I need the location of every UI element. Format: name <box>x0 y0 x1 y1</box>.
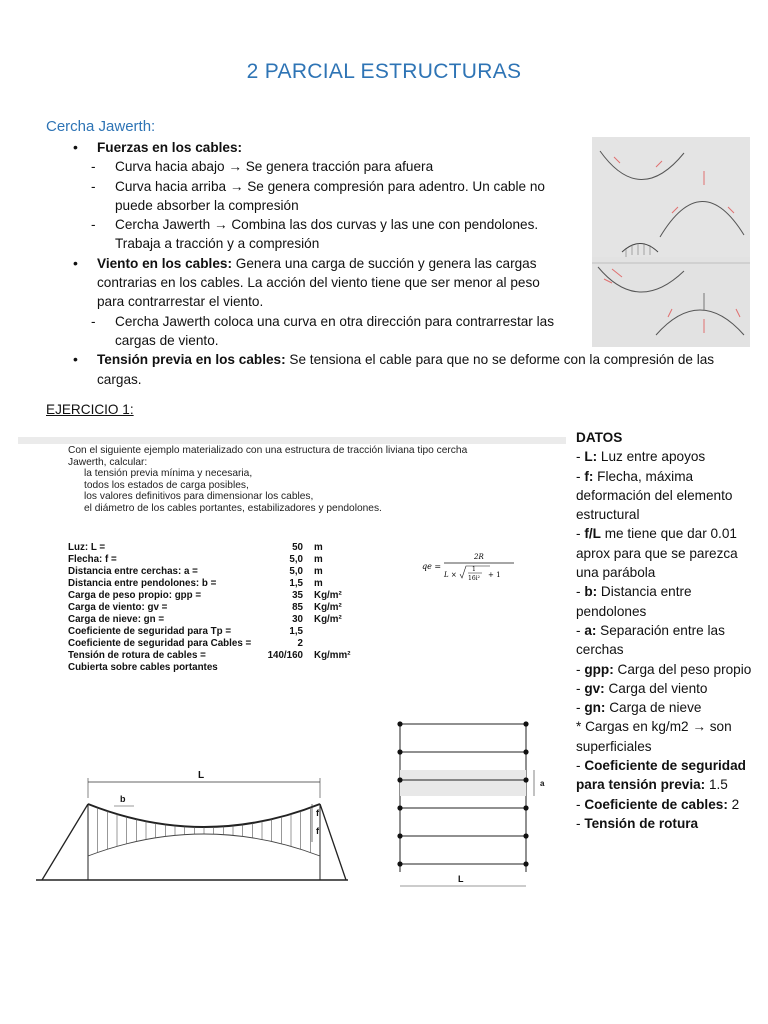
intro-line: Con el siguiente ejemplo materializado con una estructura de tracción liviana tipo cercha <box>68 445 468 456</box>
support-node <box>523 861 528 866</box>
bullet-label: Viento en los cables: <box>97 255 232 271</box>
support-node <box>397 777 402 782</box>
datos-item-text: 1.5 <box>705 777 728 793</box>
datos-item-text: 2 <box>727 796 740 812</box>
datos-item: - Coeficiente de cables: 2 <box>576 796 740 812</box>
intro-line: la tensión previa mínima y necesaria, <box>84 468 253 479</box>
datos-title: DATOS <box>576 430 623 445</box>
intro-line: el diámetro de los cables portantes, estabilizadores y pendolones. <box>84 502 382 514</box>
datos-item: - b: Distancia entre pendolones <box>576 584 692 619</box>
parameter-label: Cubierta sobre cables portantes <box>68 662 218 673</box>
intro-line: los valores definitivos para dimensionar los cables, <box>84 491 314 502</box>
datos-item: - a: Separación entre las cerchas <box>576 622 725 658</box>
exercise-heading: EJERCICIO 1: <box>46 402 134 417</box>
support-node <box>397 833 402 838</box>
datos-item-term: Tensión de rotura <box>584 815 699 831</box>
datos-item-text: Carga de nieve <box>605 700 702 716</box>
span-label: L <box>198 770 205 781</box>
bullet-text: Genera una carga de succión y genera las cargas contrarias en los cables. La acción del viento tiene que ser menor al peso para contrarrestar el viento. <box>97 255 540 310</box>
datos-item-text: Flecha, máxima deformación del elemento estructural <box>576 468 733 523</box>
datos-item-term: Coeficiente de cables: <box>584 796 728 812</box>
support-node <box>397 805 402 810</box>
parameter-unit: m <box>314 542 323 553</box>
parameter-value: 35 <box>292 590 303 601</box>
datos-item-text: Luz entre apoyos <box>597 449 706 465</box>
support-node <box>397 861 402 866</box>
bullet-text: Se tensiona el cable para que no se deforme con la compresión de las cargas. <box>97 352 715 387</box>
intro-line: Jawerth, calcular: <box>68 456 148 468</box>
formula-lhs: qe = <box>422 562 442 571</box>
datos-item-term: f/L <box>584 526 601 542</box>
sketch-drawing <box>592 137 750 265</box>
support-node <box>523 777 528 782</box>
parameter-value: 140/160 <box>267 650 303 661</box>
datos-item: - gv: Carga del viento <box>576 680 708 696</box>
cercha-elevation-diagram <box>30 768 360 888</box>
support-node <box>397 721 402 726</box>
parameter-label: Coeficiente de seguridad para Tp = <box>68 626 232 637</box>
intro-line: todos los estados de carga posibles, <box>84 479 249 491</box>
parameter-label: Coeficiente de seguridad para Cables = <box>68 638 252 649</box>
datos-item-text: Carga del viento <box>604 680 708 696</box>
datos-item-text: me tiene que dar 0.01 aprox para que se parezca una parábola <box>576 526 738 581</box>
datos-item-term: gpp: <box>584 661 614 677</box>
bullet-viento <box>46 254 557 312</box>
parameter-label: Carga de nieve: gn = <box>68 614 165 625</box>
datos-items-2 <box>576 756 756 833</box>
parameter-unit: Kg/m² <box>314 602 342 613</box>
parameter-unit: m <box>314 554 323 565</box>
plan-span-label: L <box>458 874 464 884</box>
support-node <box>397 749 402 754</box>
datos-item-term: gv: <box>584 680 605 696</box>
sag-label-top: f <box>316 808 319 818</box>
formula-sqrt-num: 1 <box>472 566 476 573</box>
parameter-value: 1,5 <box>289 626 303 637</box>
datos-item: - gpp: Carga del peso propio <box>576 661 752 677</box>
sag-label-bottom: f <box>316 826 319 836</box>
parameter-value: 50 <box>292 542 303 553</box>
datos-item-term: a: <box>584 622 597 638</box>
datos-item-term: L: <box>584 449 598 465</box>
sub-item: - Curva hacia arriba → Se genera compresión para adentro. Un cable no puede absorber la compresión <box>46 177 555 216</box>
exercise-intro <box>68 445 467 514</box>
parameter-unit: Kg/m² <box>314 590 342 601</box>
section-heading: Cercha Jawerth: <box>46 118 156 135</box>
datos-note: * Cargas en kg/m2 → son superficiales <box>576 719 732 754</box>
scan-border <box>18 437 566 444</box>
formula-den: L × <box>444 571 457 579</box>
plan-gap-label: a <box>540 779 545 788</box>
datos-item: - Coeficiente de seguridad para tensión previa: 1.5 <box>576 758 746 793</box>
formula-graphic <box>422 547 522 587</box>
datos-item-text: Separación entre las cerchas <box>576 622 725 658</box>
formula-num: 2R <box>474 553 484 561</box>
sketch-drawing-viento <box>592 257 750 347</box>
parameter-label: Carga de viento: gv = <box>68 602 168 613</box>
datos-item-text: Carga del peso propio <box>613 661 752 677</box>
formula-plus: + 1 <box>488 571 501 579</box>
sub-item: - Cercha Jawerth coloca una curva en otra dirección para contrarrestar las cargas de viento. <box>46 312 555 351</box>
datos-item-text: Distancia entre pendolones <box>576 584 692 619</box>
parameter-value: 85 <box>292 602 303 613</box>
exercise-scan <box>18 437 566 692</box>
cercha-plan-diagram <box>392 712 552 892</box>
parameter-value: 1,5 <box>289 578 303 589</box>
sketch-photo-curves <box>592 137 750 265</box>
bullet-tension <box>46 350 737 389</box>
sketch-photo-viento <box>592 257 750 347</box>
parameter-value: 2 <box>297 638 303 649</box>
parameter-value: 5,0 <box>289 566 303 577</box>
formula <box>422 547 522 587</box>
sub-item: - Cercha Jawerth → Combina las dos curvas y las une con pendolones. Trabaja a tracción y a compresión <box>46 215 555 254</box>
parameter-unit: Kg/m² <box>314 614 342 625</box>
bullet-label: Fuerzas en los cables: <box>97 140 243 155</box>
formula-sqrt-den: 16i² <box>468 575 480 582</box>
datos-item: - L: Luz entre apoyos <box>576 449 706 465</box>
parameter-unit: Kg/mm² <box>314 650 351 661</box>
datos-items <box>576 447 756 717</box>
datos-item: - Tensión de rotura <box>576 815 699 831</box>
page-title: 2 PARCIAL ESTRUCTURAS <box>246 60 522 83</box>
support-node <box>523 721 528 726</box>
parameter-label: Luz: L = <box>68 542 106 553</box>
support-node <box>523 833 528 838</box>
parameter-label: Distancia entre cerchas: a = <box>68 566 198 577</box>
datos-item-term: gn: <box>584 700 606 716</box>
datos-item-term: f: <box>584 468 594 484</box>
datos-item: - f: Flecha, máxima deformación del elemento estructural <box>576 468 733 523</box>
datos-item: - f/L me tiene que dar 0.01 aprox para que se parezca una parábola <box>576 526 738 581</box>
spacing-label: b <box>120 794 126 804</box>
parameter-label: Flecha: f = <box>68 554 117 565</box>
parameter-unit: m <box>314 566 323 577</box>
support-node <box>523 805 528 810</box>
parameter-unit: m <box>314 578 323 589</box>
support-node <box>523 749 528 754</box>
sub-item: - Curva hacia abajo → Se genera tracción para afuera <box>46 157 575 176</box>
bullet-label: Tensión previa en los cables: <box>97 352 286 368</box>
parameter-label: Carga de peso propio: gpp = <box>68 590 202 601</box>
datos-panel <box>576 428 756 833</box>
datos-item-term: Coeficiente de seguridad para tensión previa: <box>576 758 746 793</box>
datos-item: - gn: Carga de nieve <box>576 700 702 716</box>
parameter-value: 30 <box>292 614 303 625</box>
datos-item-term: b: <box>584 584 598 600</box>
parameter-label: Tensión de rotura de cables = <box>68 650 206 661</box>
parameter-value: 5,0 <box>289 554 303 565</box>
parameter-label: Distancia entre pendolones: b = <box>68 578 217 589</box>
